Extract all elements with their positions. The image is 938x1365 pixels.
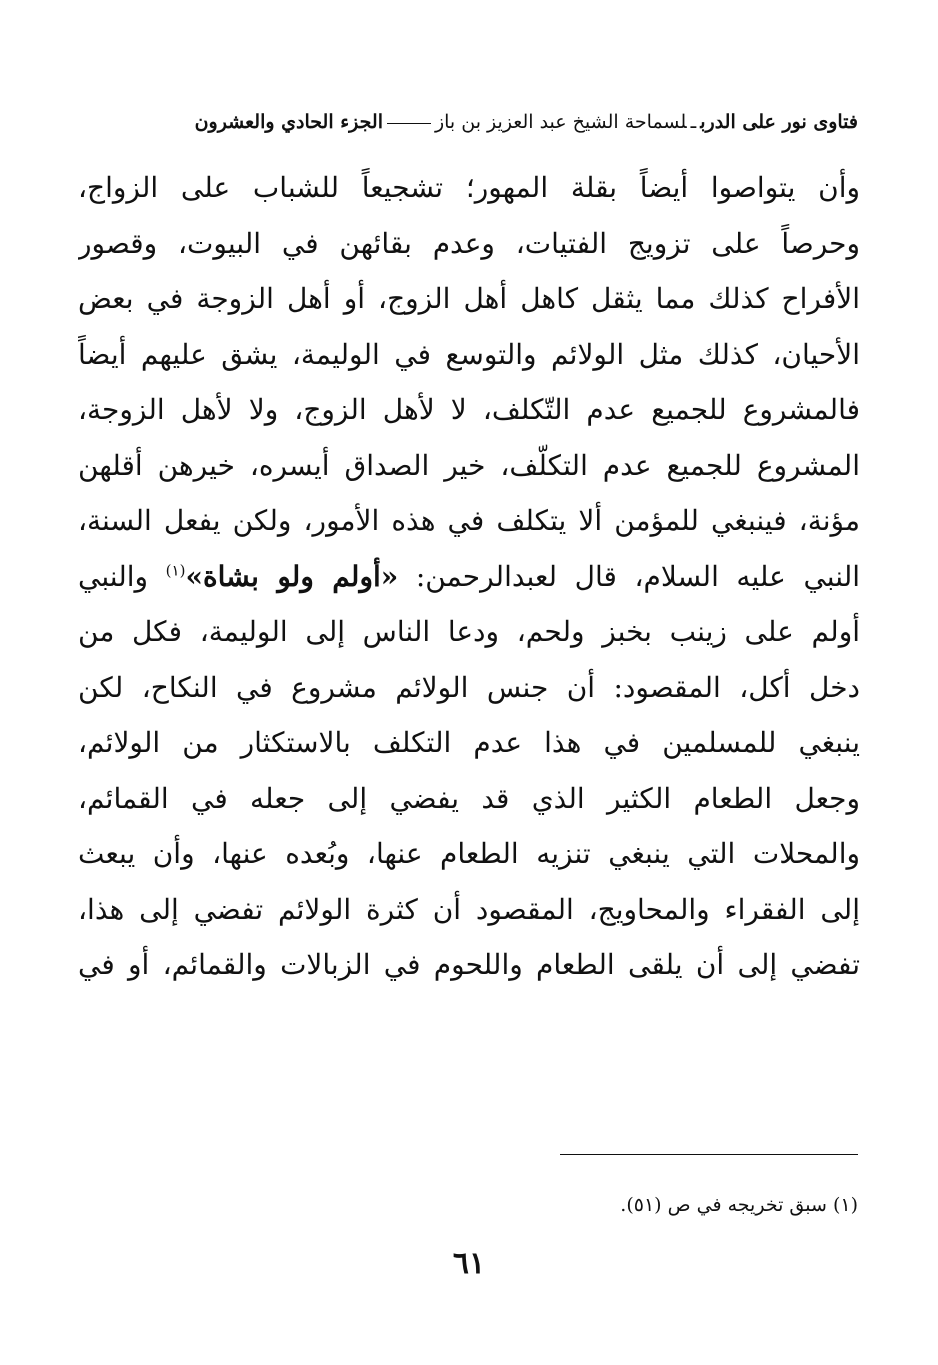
body-line: المشروع للجميع عدم التكلّف، خير الصداق أيسره، خيرهن أقلهن [78,448,860,482]
body-line: وحرصاً على تزويج الفتيات، وعدم بقائهن في البيوت، وقصور [78,226,860,260]
body-line: وأن يتواصوا أيضاً بقلة المهور؛ تشجيعاً للشباب على الزواج، [78,171,860,204]
quote-line-before: النبي عليه السلام، قال لعبدالرحمن: [398,559,860,593]
body-text [78,160,860,993]
header-volume: الجزء الحادي والعشرون [194,111,383,133]
body-line: الأفراح كذلك مما يثقل كاهل أهل الزوج، أو أهل الزوجة في بعض [78,282,860,315]
header-book-title: فتاوى نور على الدرب [700,111,858,133]
body-line: وجعل الطعام الكثير الذي قد يفضي إلى جعله في القمائم، [78,781,860,815]
body-line: والمحلات التي ينبغي تنزيه الطعام عنها، وبُعده عنها، وأن يبعث [78,837,860,870]
body-line: فالمشروع للجميع عدم التّكلف، لا لأهل الزوج، ولا لأهل الزوجة، [78,393,860,426]
body-line: مؤنة، فينبغي للمؤمن ألا يتكلف في هذه الأمور، ولكن يفعل السنة، [78,504,860,537]
body-line: ينبغي للمسلمين في هذا عدم التكلف بالاستكثار من الولائم، [78,726,860,759]
footnote-reference[interactable]: (١) [165,561,186,580]
header-separator [387,123,431,124]
quote-line-after: والنبي [78,559,166,593]
running-header [80,104,858,140]
body-line: الأحيان، كذلك مثل الولائم والتوسع في الوليمة، يشق عليهم أيضاً [78,337,860,371]
body-line: دخل أكل، المقصود: أن جنس الولائم مشروع في النكاح، لكن [78,670,860,704]
body-line: إلى الفقراء والمحاويج، المقصود أن كثرة الولائم تفضي إلى هذا، [78,892,860,926]
header-dash: ـ [690,111,697,133]
footnote-divider [560,1154,858,1155]
body-line: تفضي إلى أن يلقى الطعام واللحوم في الزبالات والقمائم، أو في [78,948,860,981]
page-number: ٦١ [452,1246,486,1281]
footnote: (١) سبق تخريجه في ص (٥١). [620,1194,858,1216]
hadith-quote: «أولم ولو بشاة» [185,559,399,593]
body-line-with-quote [78,549,860,605]
header-author: لسماحة الشيخ عبد العزيز بن باز [434,111,687,133]
body-line: أولم على زينب بخبز ولحم، ودعا الناس إلى الوليمة، فكل من [78,615,860,648]
